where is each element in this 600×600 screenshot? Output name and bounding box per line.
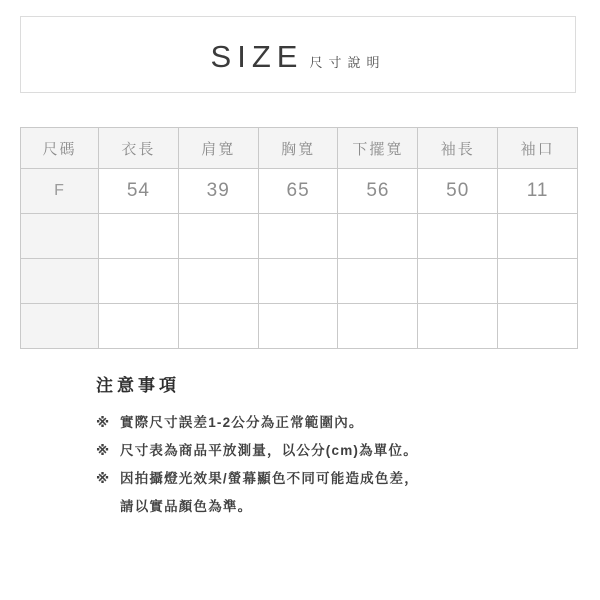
table-cell bbox=[178, 304, 258, 349]
table-cell bbox=[178, 214, 258, 259]
note-line: 請以實品顏色為準。 bbox=[120, 499, 253, 514]
table-cell: 50 bbox=[418, 169, 498, 214]
size-subtitle: 尺寸說明 bbox=[309, 55, 386, 70]
note-line: 實際尺寸誤差1-2公分為正常範圍內。 bbox=[120, 415, 364, 430]
table-cell bbox=[338, 214, 418, 259]
table-cell bbox=[258, 214, 338, 259]
table-cell bbox=[258, 259, 338, 304]
note-item bbox=[96, 437, 526, 465]
table-cell bbox=[258, 304, 338, 349]
note-marker: ※ bbox=[96, 443, 111, 458]
note-line: 尺寸表為商品平放測量，以公分(cm)為單位。 bbox=[120, 443, 418, 458]
table-cell: 39 bbox=[178, 169, 258, 214]
note-marker: ※ bbox=[96, 415, 111, 430]
notes-heading: 注意事項 bbox=[96, 376, 180, 395]
size-title-box bbox=[20, 16, 576, 93]
notes-section bbox=[96, 371, 526, 521]
table-cell bbox=[178, 259, 258, 304]
note-item bbox=[96, 465, 526, 521]
table-cell: 54 bbox=[99, 169, 179, 214]
table-cell-size-code: F bbox=[21, 169, 99, 214]
table-cell bbox=[418, 304, 498, 349]
table-cell bbox=[418, 214, 498, 259]
table-cell: 11 bbox=[498, 169, 578, 214]
table-row bbox=[21, 169, 578, 214]
table-cell bbox=[99, 259, 179, 304]
header-cell-hem-width: 下擺寬 bbox=[338, 128, 418, 169]
note-text bbox=[120, 465, 526, 521]
table-cell bbox=[99, 304, 179, 349]
size-title: SIZE bbox=[210, 39, 304, 74]
note-text bbox=[120, 437, 526, 465]
note-marker: ※ bbox=[96, 471, 111, 486]
header-cell-size-code: 尺碼 bbox=[21, 128, 99, 169]
size-table-header-row bbox=[21, 128, 578, 169]
note-item bbox=[96, 409, 526, 437]
table-cell-size-code bbox=[21, 304, 99, 349]
header-cell-shoulder-width: 肩寬 bbox=[178, 128, 258, 169]
table-cell-size-code bbox=[21, 259, 99, 304]
table-cell bbox=[338, 259, 418, 304]
table-cell bbox=[498, 259, 578, 304]
header-cell-sleeve-length: 袖長 bbox=[418, 128, 498, 169]
table-cell bbox=[338, 304, 418, 349]
table-row bbox=[21, 259, 578, 304]
table-row bbox=[21, 304, 578, 349]
size-table bbox=[20, 127, 578, 349]
note-line: 因拍攝燈光效果/螢幕顯色不同可能造成色差， bbox=[120, 471, 419, 486]
table-cell: 56 bbox=[338, 169, 418, 214]
table-row bbox=[21, 214, 578, 259]
table-cell bbox=[418, 259, 498, 304]
table-cell bbox=[498, 304, 578, 349]
header-cell-garment-length: 衣長 bbox=[99, 128, 179, 169]
table-cell-size-code bbox=[21, 214, 99, 259]
header-cell-cuff-width: 袖口 bbox=[498, 128, 578, 169]
table-cell: 65 bbox=[258, 169, 338, 214]
note-text bbox=[120, 409, 526, 437]
table-cell bbox=[498, 214, 578, 259]
header-cell-chest-width: 胸寬 bbox=[258, 128, 338, 169]
table-cell bbox=[99, 214, 179, 259]
